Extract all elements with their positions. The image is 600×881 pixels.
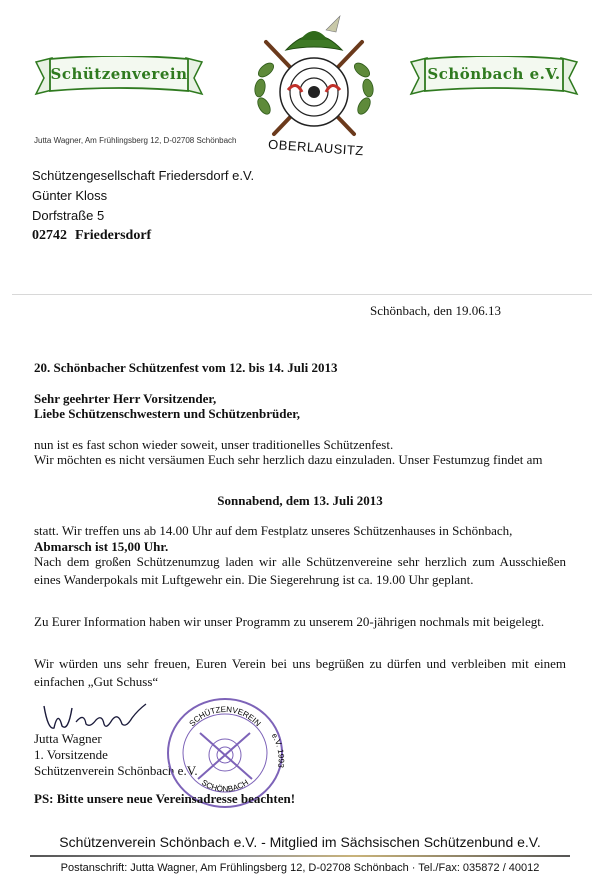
stamp-bottom-text: SCHÖNBACH [199, 777, 251, 794]
paragraph-1-line-2: Wir möchten es nicht versäumen Euch sehr herzlich dazu einzuladen. Unser Festumzug findet am [34, 452, 543, 467]
banner-left-text: Schützenverein [50, 65, 188, 83]
left-banner [32, 56, 206, 98]
recipient-name: Günter Kloss [32, 188, 108, 203]
letter-subject: 20. Schönbacher Schützenfest vom 12. bis 14. Juli 2013 [34, 360, 338, 375]
postscript: PS: Bitte unsere neue Vereinsadresse beachten! [34, 791, 296, 806]
paragraph-1-line-1: nun ist es fast schon wieder soweit, unser traditionelles Schützenfest. [34, 437, 394, 452]
event-date: Sonnabend, dem 13. Juli 2013 [217, 493, 383, 508]
salutation-line-1: Sehr geehrter Herr Vorsitzender, [34, 391, 217, 406]
salutation-line-2: Liebe Schützenschwestern und Schützenbrüder, [34, 406, 301, 421]
signer-organization: Schützenverein Schönbach e.V. [34, 763, 198, 778]
paragraph-3: Zu Eurer Information haben wir unser Programm zu unserem 20-jährigen nochmals mit beigelegt. [34, 614, 545, 629]
paragraph-4: Wir würden uns sehr freuen, Euren Verein bei uns begrüßen zu dürfen und verbleiben mit einem einfachen „Gut Schuss“ [34, 656, 566, 689]
stamp-side-text: e.V. 1993 [269, 731, 286, 769]
right-banner [407, 56, 581, 98]
paragraph-2-departure: Abmarsch ist 15,00 Uhr. [34, 539, 169, 554]
recipient-zip-city [32, 228, 151, 244]
stamp-top-text: SCHÜTZENVEREIN [187, 704, 263, 729]
footer-rule [30, 855, 570, 857]
sender-return-address: Jutta Wagner, Am Frühlingsberg 12, D-02708 Schönbach [34, 136, 237, 145]
paragraph-2-rest: Nach dem großen Schützenumzug laden wir alle Schützenvereine sehr herzlich zum Ausschießen eines Wanderpokals mit Luftgewehr ein. Die Siegerehrung ist ca. 19.00 Uhr geplant. [34, 554, 566, 587]
banner-right-text: Schönbach e.V. [427, 65, 561, 83]
footer-address: Postanschrift: Jutta Wagner, Am Frühlingsberg 12, D-02708 Schönbach · Tel./Fax: 035872 / 40012 [60, 862, 540, 874]
recipient-city: Friedersdorf [75, 228, 152, 243]
emblem-caption: OBERLAUSITZ [267, 136, 365, 159]
signer-role: 1. Vorsitzende [34, 747, 108, 762]
signer-name: Jutta Wagner [34, 731, 102, 746]
paragraph-2-line-1: statt. Wir treffen uns ab 14.00 Uhr auf dem Festplatz unseres Schützenhauses in Schönbach, [34, 523, 513, 538]
recipient-organization: Schützengesellschaft Friedersdorf e.V. [32, 168, 255, 183]
recipient-zip: 02742 [32, 228, 67, 243]
footer-title: Schützenverein Schönbach e.V. - Mitglied im Sächsischen Schützenbund e.V. [59, 834, 541, 850]
recipient-street: Dorfstraße 5 [32, 208, 105, 223]
fold-line [12, 294, 592, 295]
date-line: Schönbach, den 19.06.13 [370, 303, 502, 318]
